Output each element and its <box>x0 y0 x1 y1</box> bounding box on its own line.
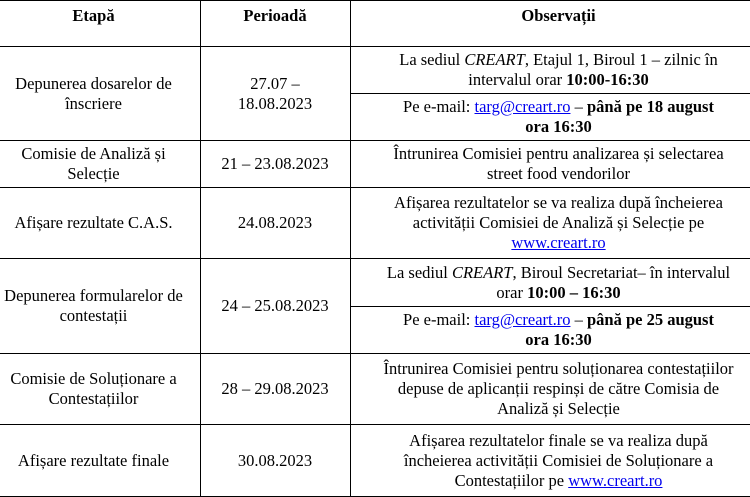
row-3-perioada: 24.08.2023 <box>237 213 313 232</box>
row-5-perioada: 28 – 29.08.2023 <box>221 379 329 398</box>
row-4-etapa: Depunerea formularelor de contestații <box>4 286 183 325</box>
row-1-obs-email: Pe e-mail: targ@creart.ro – până pe 18 august ora 16:30 <box>403 97 714 136</box>
email-link[interactable]: targ@creart.ro <box>474 97 571 116</box>
website-link[interactable]: www.creart.ro <box>511 233 606 252</box>
row-4-obs-sediu: La sediul CREART, Biroul Secretariat– în intervalul orar 10:00 – 16:30 <box>386 262 731 302</box>
row-6-etapa: Afișare rezultate finale <box>17 450 170 470</box>
row-4-obs-email: Pe e-mail: targ@creart.ro – până pe 25 august ora 16:30 <box>403 310 714 349</box>
header-etapa: Etapă <box>72 6 115 25</box>
row-3-etapa: Afișare rezultate C.A.S. <box>14 213 173 232</box>
row-1-obs-sediu: La sediul CREART, Etajul 1, Biroul 1 – zilnic în intervalul orar 10:00-16:30 <box>399 50 718 89</box>
row-6-perioada: 30.08.2023 <box>237 450 313 470</box>
row-5-etapa: Comisie de Soluționare a Contestațiilor <box>10 369 177 408</box>
row-1-etapa: Depunerea dosarelor de înscriere <box>15 73 172 113</box>
row-4-perioada: 24 – 25.08.2023 <box>221 296 329 315</box>
row-1-perioada: 27.07 – 18.08.2023 <box>237 73 313 113</box>
row-6-obs: Afișarea rezultatelor finale se va realiza după încheierea activității Comisiei de Soluționare a Contestațiilor pe www.creart.ro <box>403 430 714 490</box>
row-2-etapa: Comisie de Analiză și Selecție <box>21 144 166 183</box>
header-perioada: Perioadă <box>243 6 307 25</box>
row-2-obs: Întrunirea Comisiei pentru analizarea și selectarea street food vendorilor <box>393 144 724 183</box>
email-link[interactable]: targ@creart.ro <box>474 310 571 329</box>
row-2-perioada: 21 – 23.08.2023 <box>221 154 329 173</box>
header-observatii: Observații <box>521 6 596 25</box>
row-5-obs: Întrunirea Comisiei pentru soluționarea contestațiilor depuse de aplicanții respinși de către Comisia de Analiză și Selecție <box>383 359 734 418</box>
website-link[interactable]: www.creart.ro <box>568 470 663 490</box>
row-3-obs: Afișarea rezultatelor se va realiza după încheierea activității Comisiei de Analiză și Selecție pe www.creart.ro <box>394 193 723 252</box>
